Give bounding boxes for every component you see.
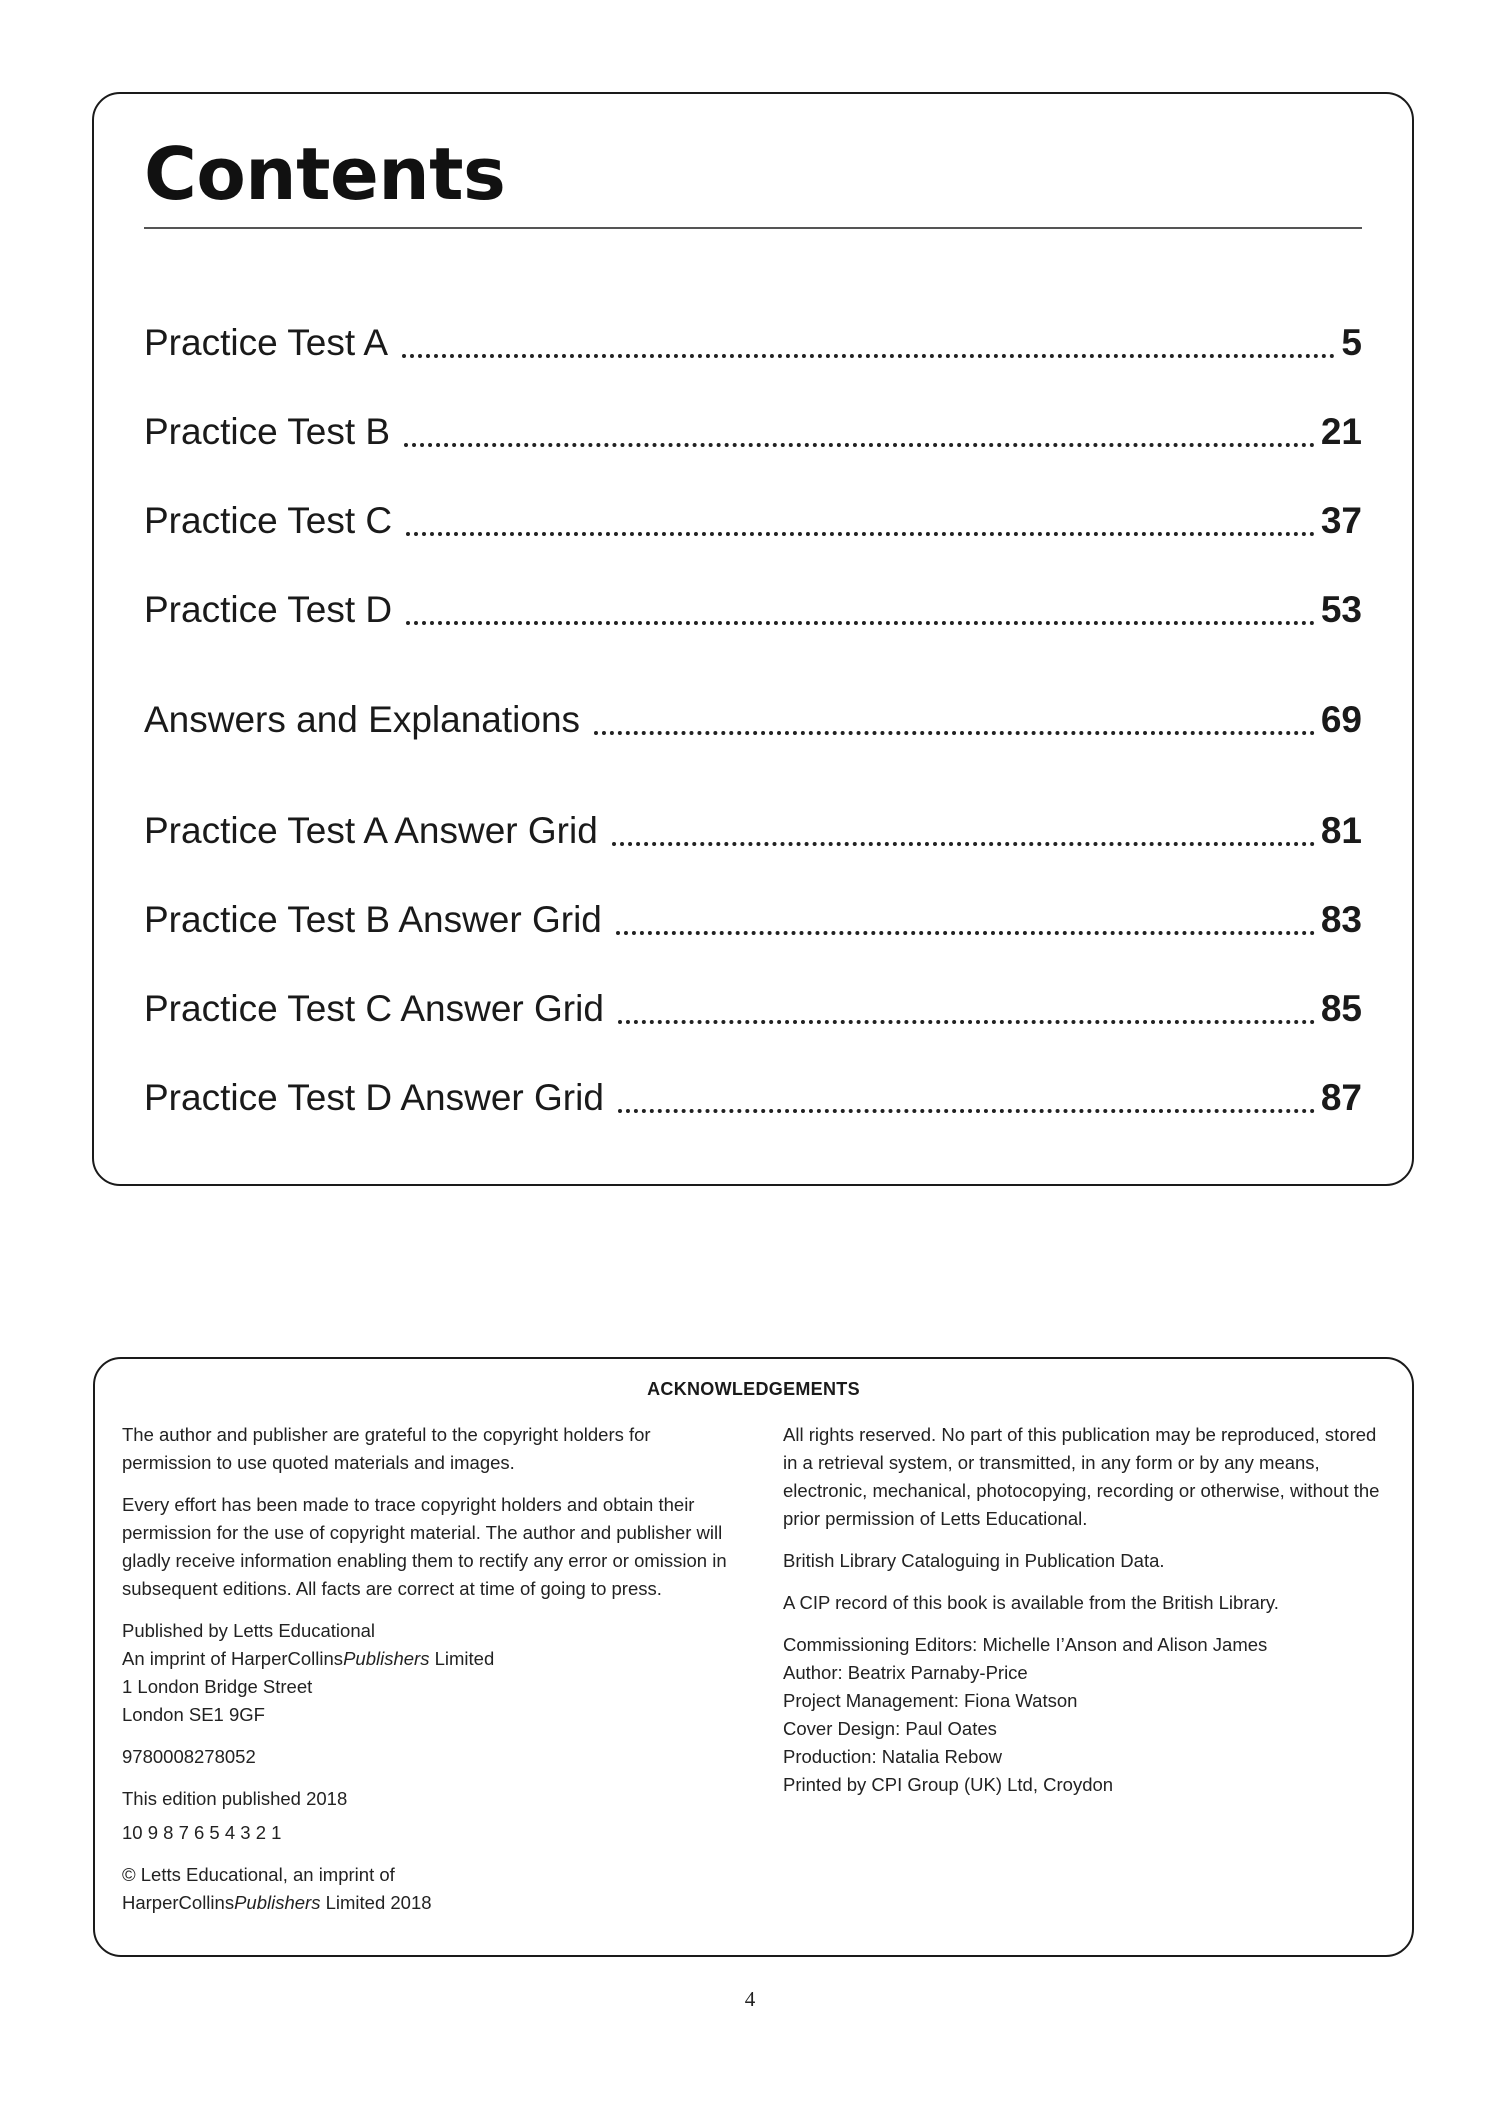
toc-entry-page: 85: [1320, 988, 1362, 1029]
toc-entry-page: 87: [1320, 1077, 1362, 1118]
acknowledgements-heading: ACKNOWLEDGEMENTS: [647, 1379, 860, 1399]
toc-entry[interactable]: [144, 322, 1362, 370]
copyright-prefix: HarperCollins: [122, 1892, 235, 1913]
imprint-line: [122, 1645, 732, 1673]
ack-permission-text: The author and publisher are grateful to the copyright holders for permission to use quoted materials and images.: [122, 1424, 651, 1473]
credit-line: Production: Natalia Rebow: [783, 1746, 1003, 1767]
copyright-line-2: [122, 1889, 732, 1917]
cataloguing-text: British Library Cataloguing in Publication Data.: [783, 1550, 1165, 1571]
toc-entry-label: Answers and Explanations: [144, 699, 581, 740]
toc-entry-label: Practice Test C: [144, 500, 393, 541]
rights-text: All rights reserved. No part of this publication may be reproduced, stored in a retrieval system, or transmitted, in any form or by any means, electronic, mechanical, photocopying, recording or otherwise, without the prior permission of Letts Educational.: [783, 1424, 1380, 1529]
acknowledgements-panel: [93, 1357, 1414, 1957]
contents-panel: [92, 92, 1414, 1186]
page-number: 4: [744, 1987, 756, 2011]
toc-entry-label: Practice Test D: [144, 589, 393, 630]
toc-entry-page: 37: [1320, 500, 1362, 541]
contents-title: Contents: [144, 132, 506, 216]
toc-dot-leader: [594, 731, 1315, 735]
acknowledgements-right-column: [783, 1421, 1393, 1813]
ack-copyright-effort-text: Every effort has been made to trace copyright holders and obtain their permission for the use of copyright material. The author and publisher will gladly receive information enabling them to rectify any error or omission in subsequent editions. All facts are correct at time of going to press.: [122, 1494, 727, 1599]
address-line-1: 1 London Bridge Street: [122, 1676, 313, 1697]
toc-entry-page: 69: [1320, 699, 1362, 740]
acknowledgements-left-column: [122, 1421, 732, 1931]
toc-dot-leader: [616, 931, 1315, 935]
toc-entry-label: Practice Test D Answer Grid: [144, 1077, 604, 1118]
toc-entry[interactable]: [144, 810, 1362, 858]
title-divider: [144, 227, 1362, 229]
toc-entry-label: Practice Test B: [144, 411, 391, 452]
toc-entry-page: 83: [1320, 899, 1362, 940]
toc-dot-leader: [406, 532, 1315, 536]
toc-entry-label: Practice Test A Answer Grid: [144, 810, 598, 851]
cip-text: A CIP record of this book is available from the British Library.: [783, 1592, 1279, 1613]
toc-entry-page: 21: [1320, 411, 1362, 452]
print-line: 10 9 8 7 6 5 4 3 2 1: [122, 1822, 282, 1843]
isbn: 9780008278052: [122, 1746, 256, 1767]
toc-entry[interactable]: [144, 988, 1362, 1036]
address-line-2: London SE1 9GF: [122, 1704, 265, 1725]
credit-line: Printed by CPI Group (UK) Ltd, Croydon: [783, 1774, 1114, 1795]
toc-entry[interactable]: [144, 1077, 1362, 1125]
toc-dot-leader: [612, 842, 1315, 846]
credits-list: [783, 1631, 1393, 1799]
toc-dot-leader: [402, 354, 1335, 358]
toc-dot-leader: [406, 621, 1315, 625]
toc-entry[interactable]: [144, 500, 1362, 548]
copyright-notice: [122, 1861, 732, 1917]
published-by: Published by Letts Educational: [122, 1620, 376, 1641]
toc-entry[interactable]: [144, 589, 1362, 637]
copyright-line-1: © Letts Educational, an imprint of: [122, 1864, 395, 1885]
imprint-suffix: Limited: [429, 1648, 495, 1669]
toc-entry-page: 81: [1320, 810, 1362, 851]
credit-line: Project Management: Fiona Watson: [783, 1690, 1078, 1711]
edition-note: This edition published 2018: [122, 1788, 348, 1809]
copyright-italic: Publishers: [234, 1892, 321, 1913]
toc-entry-label: Practice Test A: [144, 322, 389, 363]
imprint-prefix: An imprint of HarperCollins: [122, 1648, 344, 1669]
credit-line: Author: Beatrix Parnaby-Price: [783, 1662, 1028, 1683]
publisher-details: [122, 1617, 732, 1729]
toc-entry[interactable]: [144, 699, 1362, 747]
toc-dot-leader: [618, 1109, 1315, 1113]
imprint-italic: Publishers: [343, 1648, 430, 1669]
toc-entry[interactable]: [144, 899, 1362, 947]
toc-entry-page: 53: [1320, 589, 1362, 630]
toc-dot-leader: [618, 1020, 1315, 1024]
toc-entry-page: 5: [1341, 322, 1362, 363]
toc-dot-leader: [404, 443, 1315, 447]
toc-entry-label: Practice Test C Answer Grid: [144, 988, 604, 1029]
credit-line: Commissioning Editors: Michelle I’Anson and Alison James: [783, 1634, 1268, 1655]
copyright-suffix: Limited 2018: [320, 1892, 432, 1913]
toc-entry-label: Practice Test B Answer Grid: [144, 899, 602, 940]
toc-entry[interactable]: [144, 411, 1362, 459]
credit-line: Cover Design: Paul Oates: [783, 1718, 997, 1739]
